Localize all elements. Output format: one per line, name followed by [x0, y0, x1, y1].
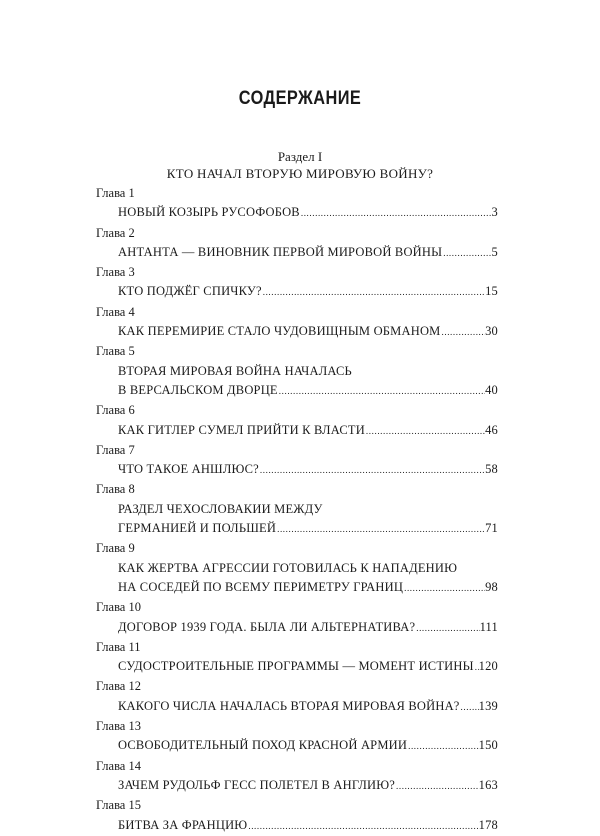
dot-leader [276, 519, 485, 539]
page-number: 111 [479, 619, 498, 634]
toc-entry [96, 757, 498, 797]
chapter-title-row [96, 460, 498, 480]
chapter-label: Глава 3 [96, 265, 135, 280]
chapter-title-line: В ВЕРСАЛЬСКОМ ДВОРЦЕ [118, 382, 278, 397]
page-number: 163 [478, 777, 498, 792]
dot-leader [403, 578, 485, 598]
dot-leader [460, 697, 479, 717]
chapter-label: Глава 9 [96, 541, 135, 556]
chapter-title-row [96, 657, 498, 677]
toc-entry [96, 263, 498, 303]
dot-leader [441, 322, 486, 342]
chapter-title-line: КТО ПОДЖЁГ СПИЧКУ? [118, 284, 262, 299]
chapter-title-line: ЗАЧЕМ РУДОЛЬФ ГЕСС ПОЛЕТЕЛ В АНГЛИЮ? [118, 777, 396, 792]
toc-entry [96, 677, 498, 717]
dot-leader [247, 816, 478, 836]
dot-leader [262, 282, 485, 302]
chapter-title-line: РАЗДЕЛ ЧЕХОСЛОВАКИИ МЕЖДУ [118, 501, 323, 516]
dot-leader [415, 618, 479, 638]
chapter-title-line: КАК ГИТЛЕР СУМЕЛ ПРИЙТИ К ВЛАСТИ [118, 422, 365, 437]
chapter-label: Глава 14 [96, 758, 141, 773]
chapter-title-row [96, 381, 498, 401]
chapter-title-line: СУДОСТРОИТЕЛЬНЫЕ ПРОГРАММЫ — МОМЕНТ ИСТИНЫ [118, 659, 474, 674]
toc-entry [96, 303, 498, 343]
chapter-title-row [96, 618, 498, 638]
dot-leader [259, 460, 485, 480]
toc-entry [96, 480, 498, 539]
toc-entry [96, 441, 498, 481]
chapter-label: Глава 1 [96, 186, 135, 200]
toc-entry [96, 401, 498, 441]
chapter-title-line: БИТВА ЗА ФРАНЦИЮ [118, 817, 248, 832]
chapter-title-line: КАК ЖЕРТВА АГРЕССИИ ГОТОВИЛАСЬ К НАПАДЕНИЮ [118, 560, 458, 575]
chapter-label: Глава 5 [96, 344, 135, 359]
chapter-label: Глава 13 [96, 719, 141, 734]
page-number: 139 [478, 698, 498, 713]
chapter-label: Глава 6 [96, 403, 135, 418]
chapter-label: Глава 2 [96, 225, 135, 240]
toc-entry [96, 184, 498, 224]
chapter-title-row [96, 776, 498, 796]
chapter-label: Глава 11 [96, 639, 141, 654]
chapter-title-row [96, 736, 498, 756]
chapter-title-line: ВТОРАЯ МИРОВАЯ ВОЙНА НАЧАЛАСЬ [118, 363, 352, 378]
page-number: 58 [485, 462, 498, 477]
chapter-title-line: ОСВОБОДИТЕЛЬНЫЙ ПОХОД КРАСНОЙ АРМИИ [118, 738, 408, 753]
dot-leader [442, 243, 491, 263]
toc-entry [96, 638, 498, 678]
chapter-title-row [96, 282, 498, 302]
toc-entry [96, 342, 498, 401]
dot-leader [395, 776, 479, 796]
page-number: 98 [485, 579, 498, 594]
chapter-label: Глава 7 [96, 442, 135, 457]
chapter-label: Глава 4 [96, 304, 135, 319]
toc-entry [96, 717, 498, 757]
chapter-title-row [96, 697, 498, 717]
page-number: 178 [478, 817, 498, 832]
chapter-title-row [96, 322, 498, 342]
table-of-contents [96, 184, 498, 836]
section-number: Раздел I [277, 149, 323, 164]
page-number: 71 [485, 521, 498, 536]
chapter-title-line: АНТАНТА — ВИНОВНИК ПЕРВОЙ МИРОВОЙ ВОЙНЫ [118, 244, 443, 259]
dot-leader [407, 736, 479, 756]
chapter-title-row [96, 203, 498, 223]
section-title: КТО НАЧАЛ ВТОРУЮ МИРОВУЮ ВОЙНУ? [166, 166, 434, 181]
page-number: 46 [485, 422, 498, 437]
chapter-label: Глава 10 [96, 600, 141, 615]
toc-entry [96, 224, 498, 264]
page-number: 15 [485, 284, 498, 299]
chapter-title-line: ДОГОВОР 1939 ГОДА. БЫЛА ЛИ АЛЬТЕРНАТИВА? [118, 619, 416, 634]
chapter-label: Глава 15 [96, 798, 141, 813]
chapter-title-line: НА СОСЕДЕЙ ПО ВСЕМУ ПЕРИМЕТРУ ГРАНИЦ [118, 579, 404, 594]
page-number: 120 [478, 659, 498, 674]
toc-entry [96, 598, 498, 638]
chapter-title-line: КАКОГО ЧИСЛА НАЧАЛАСЬ ВТОРАЯ МИРОВАЯ ВОЙНА? [118, 698, 460, 713]
page-number: 40 [485, 382, 498, 397]
chapter-title-row [96, 816, 498, 836]
page-number: 3 [491, 205, 498, 220]
chapter-label: Глава 12 [96, 679, 141, 694]
chapter-title-row [96, 421, 498, 441]
chapter-title-row [96, 519, 498, 539]
dot-leader [365, 421, 485, 441]
chapter-title-row [96, 578, 498, 598]
page-number: 30 [485, 324, 498, 339]
page-number: 5 [491, 244, 498, 259]
toc-entry [96, 796, 498, 836]
chapter-title-line: НОВЫЙ КОЗЫРЬ РУСОФОБОВ [118, 205, 300, 220]
toc-entry [96, 539, 498, 598]
dot-leader [278, 381, 485, 401]
chapter-label: Глава 8 [96, 482, 135, 497]
chapter-title-row [96, 243, 498, 263]
chapter-title-line: ГЕРМАНИЕЙ И ПОЛЬШЕЙ [118, 521, 277, 536]
page-title: СОДЕРЖАНИЕ [238, 88, 362, 109]
chapter-title-line: КАК ПЕРЕМИРИЕ СТАЛО ЧУДОВИЩНЫМ ОБМАНОМ [118, 324, 441, 339]
dot-leader [300, 203, 492, 223]
chapter-title-line: ЧТО ТАКОЕ АНШЛЮС? [118, 462, 259, 477]
page-number: 150 [478, 738, 498, 753]
